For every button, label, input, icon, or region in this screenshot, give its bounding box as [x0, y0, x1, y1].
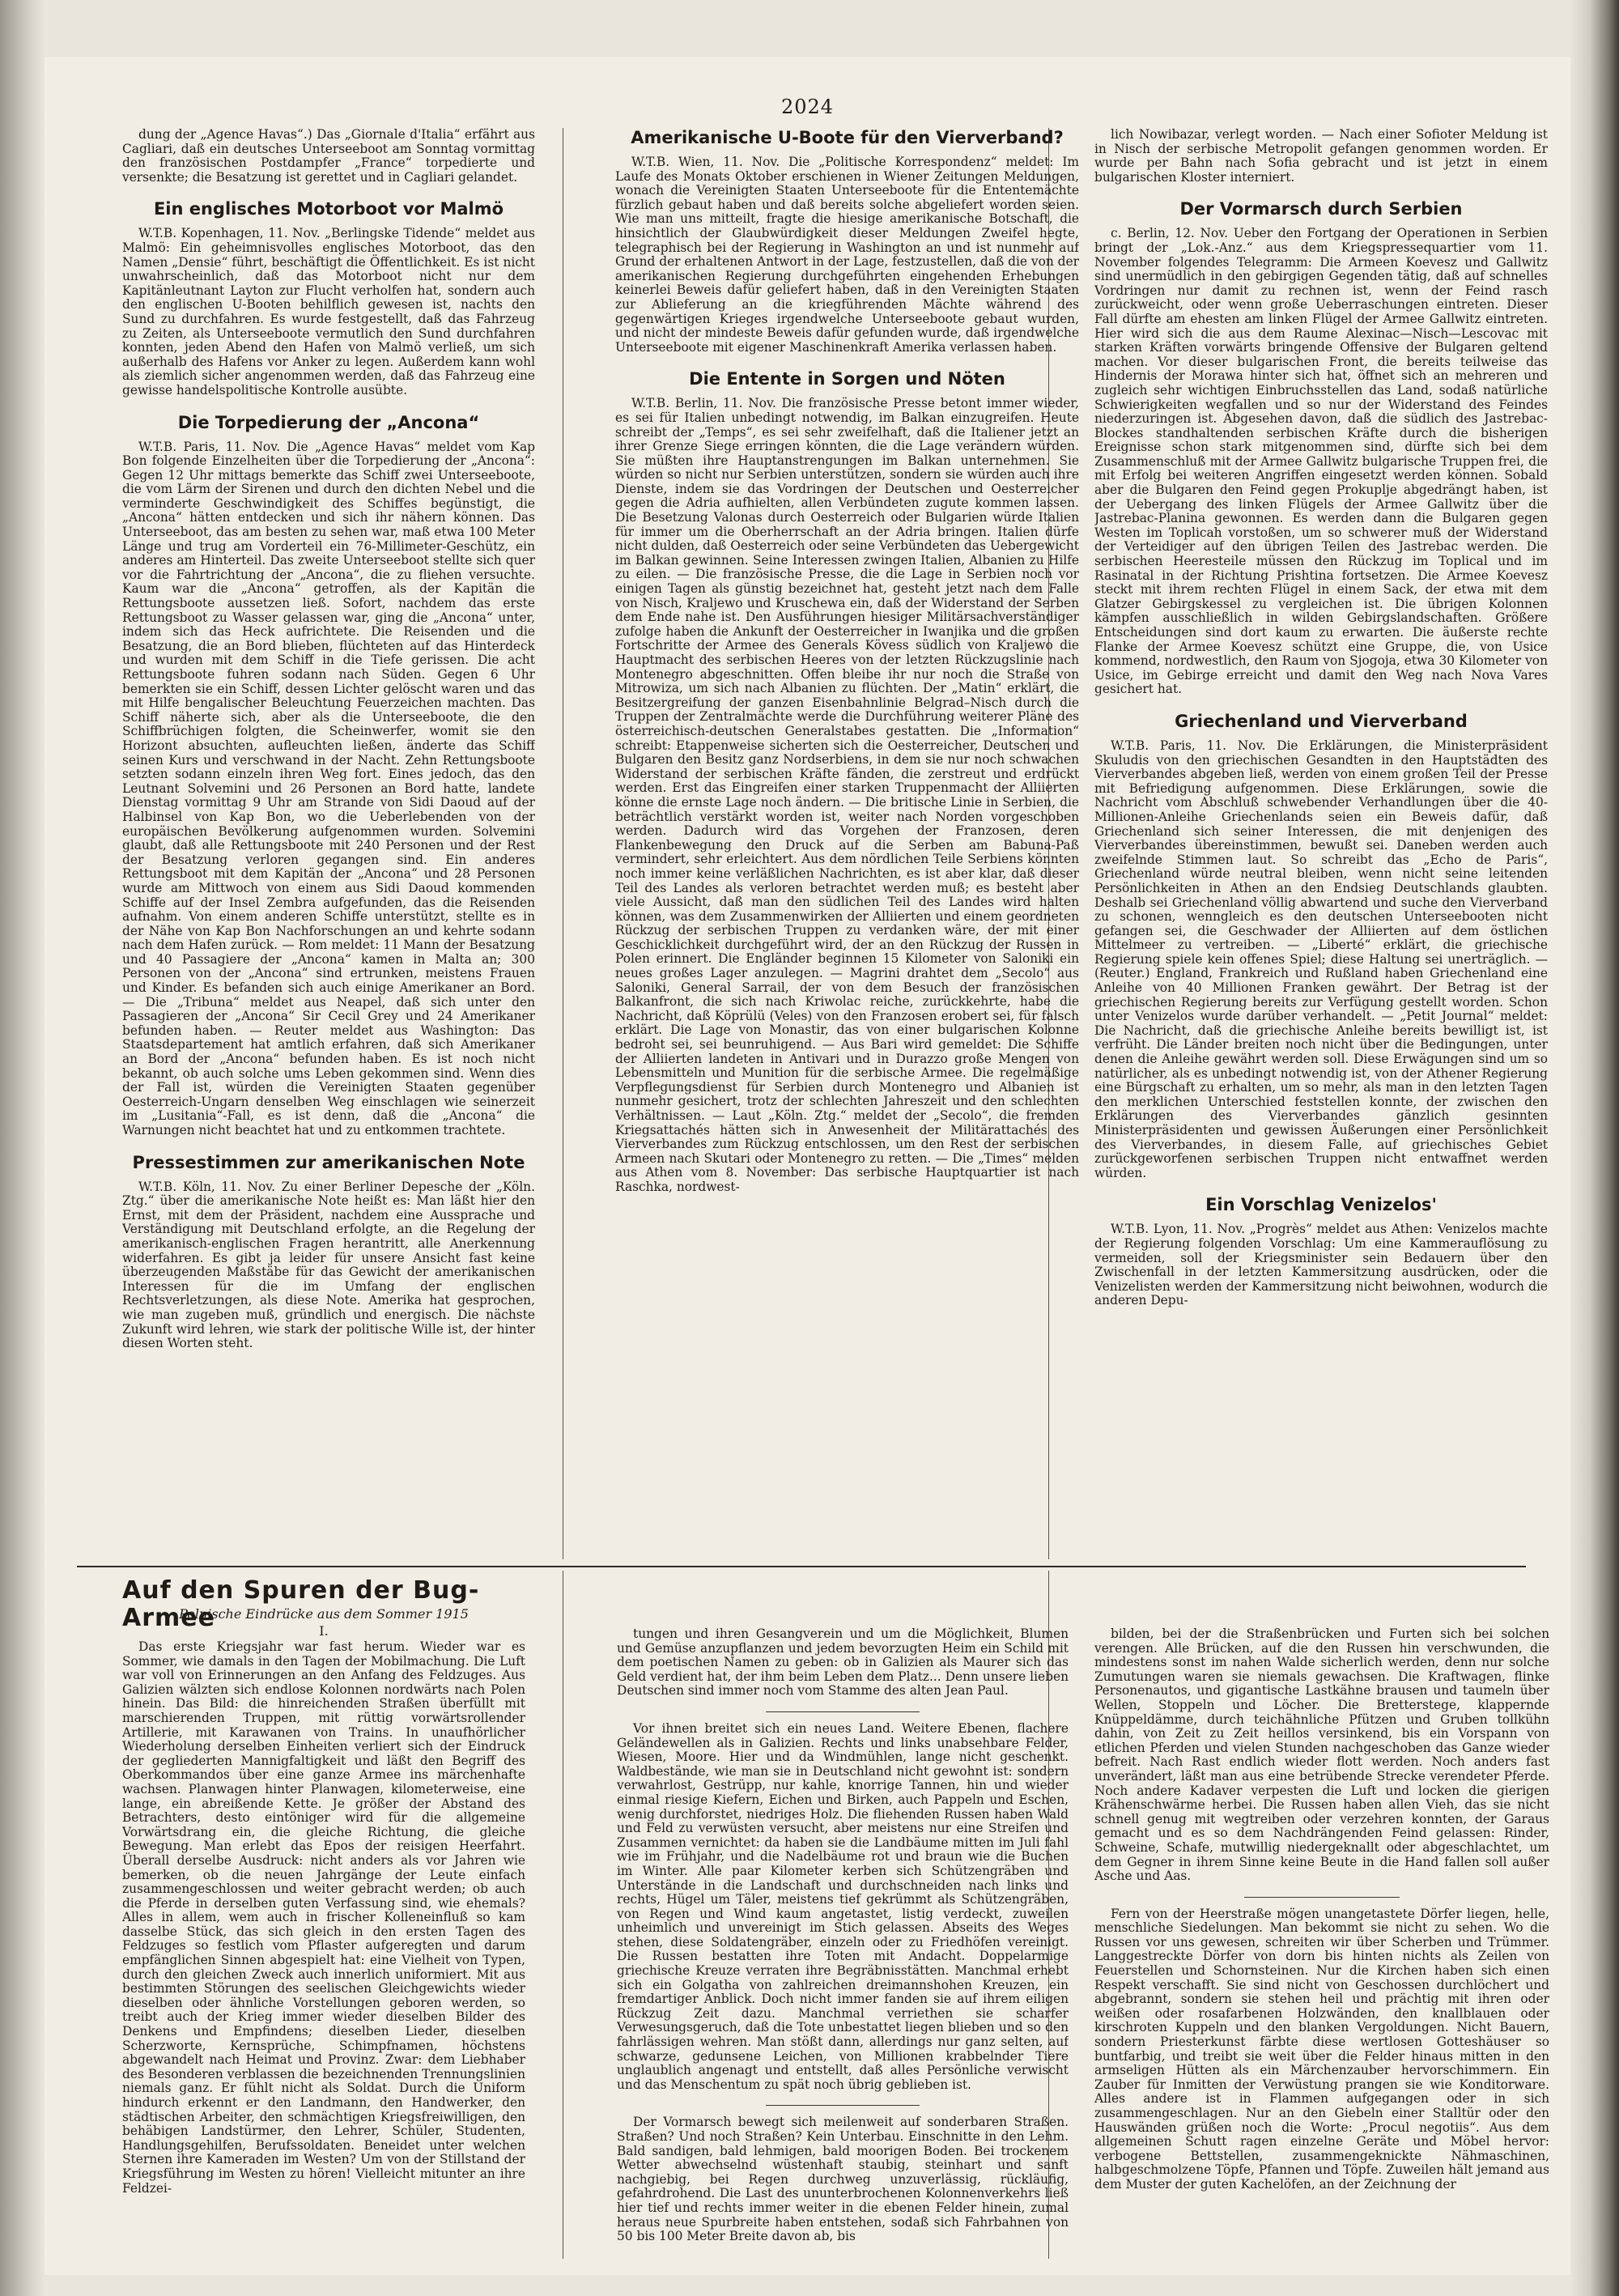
feuilleton-text-4: Der Vormarsch bewegt sich meilenweit auf sonderbaren Straßen. Straßen? Und noch Straßen? Kein Unterbau. Einschnitte in den Lehm. Bald sandigen, bald lehmigen, bald moorigen Boden. Bei trockenem Wetter abwechselnd wüstenhaft staubig, steinhart und sanft nachgiebig, bei Regen durchweg unzuverlässig, rückläufig, gefahrdrohend. Die Last des ununterbrochenen Kolonnenverkehrs ließ hier tief und rechts immer weiter in die ebenen Felder hinein, zumal heraus neue Spurbreite haben entstehen, sodaß sich Fahrbahnen von 50 bis 100 Meter Breite davon ab, bis: [617, 2115, 1069, 2244]
feuilleton-title: Auf den Spuren der Bug-Armee: [122, 1576, 480, 1632]
feuilleton-column-3: [1094, 1627, 1549, 2259]
feuilleton-subtitle: Polnische Eindrücke aus dem Sommer 1915: [179, 1606, 469, 1622]
headline-griechenland: Griechenland und Vierverband: [1175, 711, 1468, 731]
headline-motorboot-malmoe: Ein englisches Motorboot vor Malmö: [153, 199, 504, 219]
article-u-boote-text: W.T.B. Wien, 11. Nov. Die „Politische Korrespondenz“ meldet: Im Laufe des Monats Oktober erschienen in Wiener Zeitungen Meldungen, wonach die Vereinigten Staaten Unterseeboote für die Ententemächte fürzlich gebaut haben und daß bereits solche abgeliefert worden seien. Wie man uns mitteilt, fragte die hiesige amerikanische Botschaft, die hinsichtlich der Glaubwürdigkeit dieser Meldungen Zweifel hegte, telegraphisch bei der Regierung in Washington an und ist nunmehr auf Grund der erhaltenen Antwort in der Lage, festzustellen, daß die von der amerikanischen Regierung durchgeführten eingehenden Erhebungen keinerlei Beweis dafür geliefert haben, daß in den Vereinigten Staaten zur Ablieferung an die kriegführenden Mächte während des gegenwärtigen Krieges irgendwelche Unterseeboote gebaut wurden, und nicht der mindeste Beweis dafür gefunden wurde, daß irgendwelche Unterseeboote mit eigener Maschinenkraft Amerika verlassen haben.: [615, 155, 1079, 355]
column-1: [122, 128, 535, 1559]
article-continuation-text: lich Nowibazar, verlegt worden. — Nach einer Sofioter Meldung ist in Nisch der serbische Metropolit gefangen genommen worden. Er wurde per Bahn nach Sofia gebracht und ist jetzt in einem bulgarischen Kloster interniert.: [1094, 128, 1548, 185]
article-venizelos-text: W.T.B. Lyon, 11. Nov. „Progrès“ meldet aus Athen: Venizelos machte der Regierung folgenden Vorschlag: Um eine Kammerauflösung zu vermeiden, soll der Kriegsminister sein Bedauern über den Zwischenfall in der letzten Kammersitzung ausdrücken, oder die Venizelisten werden der Kammersitzung nicht beiwohnen, wodurch die anderen Depu-: [1094, 1222, 1548, 1308]
column-3: [1094, 128, 1548, 1559]
headline-vormarsch-serbien: Der Vormarsch durch Serbien: [1179, 199, 1463, 219]
headline-pressestimmen: Pressestimmen zur amerikanischen Note: [132, 1152, 525, 1172]
article-vormarsch-text: c. Berlin, 12. Nov. Ueber den Fortgang der Operationen in Serbien bringt der „Lok.-Anz.“ aus dem Kriegspressequartier vom 11. November folgendes Telegramm: Die Armeen Koevesz und Gallwitz sind unermüdlich in den gebirgigen Gegenden tätig, daß auf schnelles Vordringen nur damit zu rechnen ist, wenn der Feind rasch zurückweicht, oder wenn große Ueberraschungen eintreten. Dieser Fall dürfte am ehesten am linken Flügel der Armee Gallwitz eintreten. Hier wird sich die aus dem Raume Alexinac—Nisch—Lescovac mit starken Kräften vorwärts bringende Offensive der Bulgaren geltend machen. Vor dieser bulgarischen Front, die bereits teilweise das Hindernis der Morawa hinter sich hat, öffnet sich an mehreren und zugleich sehr wichtigen Einbruchsstellen das Land, sodaß natürliche Schwierigkeiten wegfallen und so nur der Widerstand des Feindes niederzuringen ist. Abgesehen davon, daß die südlich des Jastrebac-Blockes standhaltenden serbischen Kräfte durch die bisherigen Ereignisse schon stark mitgenommen sind, dürfte sich bei dem Zusammenschluß mit der Armee Gallwitz bulgarische Truppen frei, die mit Erfolg bei weiteren Angriffen eingesetzt werden können. Sobald aber die Bulgaren den Feind gegen Prokuplje abgedrängt haben, ist der Uebergang des linken Flügels der Armee Gallwitz über die Jastrebac-Planina gewonnen. Es werden dann die Bulgaren gegen Westen im Toplicah vorstoßen, um so schwerer muß der Widerstand der Verteidiger auf den übrigen Teilen des Jastrebac werden. Die serbischen Heeresteile müssen den Rückzug im Toplical und im Rasinatal in der Richtung Prishtina fortsetzen. Die Armee Koevesz steckt mit ihrem rechten Flügel in einem Sack, der etwa mit dem Glatzer Gebirgskessel zu vergleichen ist. Die übrigen Kolonnen kämpfen ausschließlich in wilden Gebirgslandschaften. Größere Entscheidungen sind dort kaum zu erwarten. Die äußerste rechte Flanke der Armee Koevesz schützt eine Gruppe, die, von Usice kommend, nordwestlich, den Raum von Sjogoja, etwa 30 Kilometer von Usice, im Gebirge erreicht und damit den Weg nach Nova Vares gesichert hat.: [1094, 226, 1548, 697]
headline-vorschlag-venizelos: Ein Vorschlag Venizelos': [1205, 1195, 1437, 1215]
feuilleton-column-2: [617, 1627, 1069, 2259]
scan-right-edge: [1570, 0, 1619, 2296]
headline-amerikanische-u-boote: Amerikanische U-Boote für den Vierverband?: [631, 128, 1064, 147]
feuilleton-separator-line: [77, 1566, 1526, 1567]
article-pressestimmen-text: W.T.B. Köln, 11. Nov. Zu einer Berliner Depesche der „Köln. Ztg.“ über die amerikanische Note heißt es: Man läßt hier den Ernst, mit dem der Präsident, nachdem eine Aussprache und Verständigung mit Deutschland erfolgte, an die Regelung der amerikanisch-englischen Fragen herantritt, alle Anerkennung widerfahren. Es gibt ja leider für unsere Ansicht fast keine überzeugenden Maßstäbe für das Gewicht der amerikanischen Interessen für die im Umfang der englischen Rechtsverletzungen, als diese Note. Amerika hat gesprochen, wie man zugeben muß, gründlich und energisch. Die nächste Zukunft wird lehren, wie stark der politische Wille ist, der hinter diesen Worten steht.: [122, 1179, 535, 1351]
article-motorboot-text: W.T.B. Kopenhagen, 11. Nov. „Berlingske Tidende“ meldet aus Malmö: Ein geheimnisvolles englisches Motorboot, das den Namen „Densie“ führt, beschäftigt die Öffentlichkeit. Es ist nicht unwahrscheinlich, daß das Motorboot nicht nur dem Kapitänleutnant Layton zur Flucht verholfen hat, sondern auch den englischen U-Booten behilflich gewesen ist, nachts den Sund zu durchfahren. Es wurde festgestellt, daß das Fahrzeug zu Zeiten, als Unterseeboote vermutlich den Sund durchfahren konnten, jeden Abend den Hafen von Malmö verließ, um sich außerhalb des Hafens vor Anker zu legen. Außerdem kann wohl als ziemlich sicher angenommen werden, daß das Fahrzeug eine gewisse handelspolitische Kontrolle ausübte.: [122, 226, 535, 398]
feuilleton-text-5: bilden, bei der die Straßenbrücken und Furten sich bei solchen verengen. Alle Brücken, auf die den Russen hin verschwunden, die mindestens sonst im nahen Walde sicherlich werden, denn nur solche Zumutungen waren sie niemals gewachsen. Die Kraftwagen, flinke Personenautos, und gigantische Lastkähne brausen und taumeln über Wellen, Stoppeln und Löcher. Die Bretterstege, klappernde Knüppeldämme, durch teichähnliche Pfützen und Gruben tollkühn dahin, von Zeit zu Zeit heillos versinkend, bis ein Vorspann von etlichen Pferden und vielen Stunden nachgeschoben das Ganze wieder befreit. Nach Rast endlich wieder flott werden. Noch anders fast unverändert, läßt man aus eine betrübende Strecke verendeter Pferde. Noch andere Kadaver verpesten die Luft und locken die gierigen Krähenschwärme herbei. Die Russen haben allen Vieh, das sie nicht schnell genug mit wegtreiben oder verzehren konnten, der Garaus gemacht und es so dem Nachdrängenden Feind gelassen: Rinder, Schweine, Schafe, mutwillig niedergeknallt oder abgeschlachtet, um dem Gegner in ihrem Sinne keine Beute in die Hand fallen soll außer Asche und Aas.: [1094, 1627, 1549, 1884]
column-2: [615, 128, 1079, 1559]
feuilleton-part-number: I.: [319, 1623, 329, 1639]
feuilleton-section-divider: [766, 2105, 920, 2106]
feuilleton-column-1: [122, 1640, 525, 2259]
feuilleton-text-1: Das erste Kriegsjahr war fast herum. Wieder war es Sommer, wie damals in den Tagen der Mobilmachung. Die Luft war voll von Erinnerungen an den Anfang des Feldzuges. Aus Galizien wälzten sich endlose Kolonnen nordwärts nach Polen hinein. Das Bild: die hinreichenden Straßen überfüllt mit marschierenden Truppen, mit rüttig vorwärtsrollender Artillerie, mit Karawanen von Trains. In unaufhörlicher Wiederholung derselben Einheiten verliert sich der Eindruck der gegliederten Mannigfaltigkeit und läßt den Begriff des Oberkommandos über eine ganze Armee ins märchenhafte wachsen. Planwagen hinter Planwagen, kilometerweise, eine lange, ein abreißende Kette. Je größer der Abstand des Betrachters, desto eintöniger wird für die allgemeine Vorwärtsdrang ein, die gleiche Richtung, die gleiche Bewegung. Man erlebt das Epos der reisigen Heerfahrt. Überall derselbe Ausdruck: nicht anders als vor Jahren wie bemerken, ob die neuen Jahrgänge der Leute einfach zusammengeschlossen und weiter gebracht werden; ob auch die Pferde in derselben guten Verfassung sind, wie ehemals? Alles in allem, wem auch in frischer Kolleneinfluß so kam dasselbe Stück, das sich gleich in den ersten Tagen des Feldzuges so festlich vom Pflaster aufgeregten und darum empfänglichen Sinnen abgespielt hat: eine Vielheit von Typen, durch den gleichen Zweck auch innerlich uniformiert. Mit aus bestimmten Störungen des seelischen Gleichgewichts wieder dieselben oder ähnliche Vorstellungen geboren werden, so treibt auch der Krieg immer wieder dieselben Bilder des Denkens und Empfindens; dieselben Lieder, dieselben Scherzworte, Kernsprüche, Schimpfnamen, höchstens abgewandelt nach Heimat und Provinz. Zwar: dem Liebhaber des Besonderen verblassen die bezeichnenden Trennungslinien niemals ganz. Er fühlt nicht als Soldat. Durch die Uniform hindurch erkennt er den Landmann, den Handwerker, den städtischen Arbeiter, den schmächtigen Kriegsfreiwilligen, den behäbigen Landstürmer, den Lehrer, Schüler, Studenten, Handlungsgehilfen, Berufssoldaten. Beneidet unter welchen Sternen ihre Kameraden im Westen? Um von der Stillstand der Kriegsführung im Westen zu hören! Vielleicht mitunter an ihre Feldzei-: [122, 1640, 525, 2196]
article-griechenland-text: W.T.B. Paris, 11. Nov. Die Erklärungen, die Ministerpräsident Skuludis von den griechischen Gesandten in den Hauptstädten des Vierverbandes abgeben ließ, werden von einem großen Teil der Presse mit Befriedigung aufgenommen. Diese Erklärungen, sowie die Nachricht vom Abschluß schwebender Verhandlungen über die 40-Millionen-Anleihe Griechenlands seien ein Beweis dafür, daß Griechenland sich seiner Interessen, die mit denjenigen des Vierverbandes übereinstimmen, bewußt sei. Daneben werden auch zweifelnde Stimmen laut. So schreibt das „Echo de Paris“, Griechenland würde neutral bleiben, wenn nicht seine leitenden Persönlichkeiten in Athen an den Endsieg Deutschlands glaubten. Deshalb sei Griechenland völlig abwartend und suche den Vierverband zu schonen, wenngleich es den deutschen Unterseebooten nicht gefangen sei, die Geschwader der Alliierten auf dem östlichen Mittelmeer zu vertreiben. — „Liberté“ erklärt, die griechische Regierung spiele kein offenes Spiel; diese Haltung sei unerträglich. — (Reuter.) England, Frankreich und Rußland haben Griechenland eine Anleihe von 40 Millionen Franken gewährt. Der Betrag ist der griechischen Regierung bereits zur Verfügung gestellt worden. Schon unter Venizelos wurde darüber verhandelt. — „Petit Journal“ meldet: Die Nachricht, daß die griechische Anleihe bereits bewilligt ist, ist verfrüht. Die Länder breiten noch nicht über die Bedingungen, unter denen die Anleihe gewährt werden soll. Diese Erwägungen sind um so natürlicher, als es unbedingt notwendig ist, von der Athener Regierung eine Bürgschaft zu erhalten, um so mehr, als man in den letzten Tagen den merklichen Unterschied feststellen konnte, der zwischen den Erklärungen des Vierverbandes gänzlich gesinnten Ministerpräsidenten und gewissen Äußerungen einer Persönlichkeit des Vierverbandes, in diesem Falle, auf griechisches Gebiet zurückgeworfenen serbischen Truppen nicht entwaffnet werden würden.: [1094, 738, 1548, 1180]
feuilleton-text-6: Fern von der Heerstraße mögen unangetastete Dörfer liegen, helle, menschliche Siedelungen. Man bekommt sie nicht zu sehen. Wo die Russen vor uns gewesen, schreiten wir über Scherben und Trümmer. Langgestreckte Dörfer von dorn bis hinten nichts als Zeilen von Feuerstellen und Schornsteinen. Nur die Kirchen haben sich einen Respekt verschafft. Sie sind nicht von Geschossen durchlöchert und abgebrannt, sondern sie stehen heil und prächtig mit ihren oder weißen oder rosafarbenen Holzwänden, den knallblauen oder kirschroten Kuppeln und den blanken Vergoldungen. Nicht Bauern, sondern Priesterkunst färbte diese wertlosen Gotteshäuser so buntfarbig, und treibt sie weit über die Felder hinaus mitten in den armseligen Hütten als ein Märchenzauber hervorschimmern. Ein Zauber für Inmitten der Verwüstung prangen sie wie Konditorware. Alles andere ist in Flammen aufgegangen oder in sich zusammengeschlagen. Nur an den Giebeln einer Stalltür oder den Hauswänden grüßen noch die Worte: „Procul negotiis“. Aus dem allgemeinen Schutt ragen einzelne Geräte und Möbel hervor: verbogene Bettstellen, zusammengeknickte Nähmaschinen, halbgeschmolzene Töpfe, Pfannen und Töpfe. Zuweilen hält jemand aus dem Muster der guten Kachelöfen, an der Zeichnung der: [1094, 1906, 1549, 2192]
feuilleton-text-3: Vor ihnen breitet sich ein neues Land. Weitere Ebenen, flachere Geländewellen als in Galizien. Rechts und links unabsehbare Felder, Wiesen, Moore. Hier und da Windmühlen, lange nicht geschenkt. Waldbestände, wie man sie in Deutschland nicht gewohnt ist: sondern verwahrlost, Gestrüpp, nur kahle, knorrige Tannen, hin und wieder einmal riesige Kiefern, Eichen und Birken, auch Pappeln und Eschen, wenig durchforstet, niedriges Holz. Die fliehenden Russen haben Wald und Feld zu verwüsten versucht, aber meistens nur eine Streifen und Zusammen vernichtet: da haben sie die Landbäume mitten im Juli fahl wie im Frühjahr, und die Nadelbäume rot und braun wie die Buchen im Winter. Alle paar Kilometer kerben sich Schützengräben und Unterstände in die Landschaft und durchschneiden nach links und rechts, Hügel um Täler, meistens tief gekrümmt als Schützengräben, von Regen und Wind kaum angetastet, listig verdeckt, zuweilen unheimlich und unvereinigt im Stich gelassen. Abseits des Weges stehen, diese Soldatengräber, einzeln oder zu Friedhöfen vereinigt. Die Russen bestatten ihre Toten mit Andacht. Doppelarmige griechische Kreuze verraten ihre Begräbnisstätten. Manchmal erhebt sich ein Golgatha von zahlreichen dreimannshohen Kreuzen, ein fremdartiger Anblick. Doch nicht immer fanden sie auf ihrem eiligen Rückzug Zeit dazu. Manchmal verriethen sie scharfer Verwesungsgeruch, daß die Tote unbestattet liegen blieben und so den fahrlässigen wehren. Man stößt dann, allerdings nur ganz selten, auf schwarze, gedunsene Leichen, von Millionen krabbelnder Tiere unglaublich angenagt und entstellt, daß alles Persönliche verwischt und das Menschentum zu spät noch übrig geblieben ist.: [617, 1720, 1069, 2092]
newspaper-page: [45, 57, 1570, 2275]
feuilleton-section-divider: [1244, 1897, 1399, 1898]
page-number: 2024: [780, 96, 835, 118]
feuilleton-text-2: tungen und ihren Gesangverein und um die Möglichkeit, Blumen und Gemüse anzupflanzen und jedem bevorzugten Heim ein Schild mit dem poetischen Namen zu geben: ob in Galizien als Maurer sich das Geld verdient hat, der ihm beim Leben dem Platz... Denn unsere lieben Deutschen sind immer noch vom Stamme des alten Jean Paul.: [617, 1627, 1069, 1699]
scan-left-edge: [0, 0, 45, 2296]
feuilleton-section-divider: [766, 1711, 920, 1712]
article-ancona-text: W.T.B. Paris, 11. Nov. Die „Agence Havas“ meldet vom Kap Bon folgende Einzelheiten über die Torpedierung der „Ancona“: Gegen 12 Uhr mittags bemerkte das Schiff zwei Unterseeboote, die vom Lärm der Sirenen und durch den dichten Nebel und die verminderte Geschwindigkeit des Schiffes begünstigt, die „Ancona“ hätten entdecken und sich ihr nähern können. Das Unterseeboot, das am besten zu sehen war, maß etwa 100 Meter Länge und trug am Vorderteil ein 76-Millimeter-Geschütz, ein anderes am Hinterteil. Das zweite Unterseeboot stellte sich quer vor die Fahrtrichtung der „Ancona“, die zu fliehen versuchte. Kaum war die „Ancona“ getroffen, als der Kapitän die Rettungsboote aussetzen ließ. Sofort, nachdem das erste Rettungsboot zu Wasser gelassen war, ging die „Ancona“ unter, indem sich das Heck aufrichtete. Die Reisenden und die Besatzung, die an Bord blieben, flüchteten auf das Hinterdeck und wurden mit dem Schiff in die Tiefe gerissen. Die acht Rettungsboote fuhren sodann nach Süden. Gegen 6 Uhr bemerkten sie ein Schiff, dessen Lichter gelöscht waren und das mit Hilfe bengalischer Beleuchtung Feuerzeichen machten. Das Schiff näherte sich, aber als die Unterseeboote, die den Schiffbrüchigen folgten, die Scheinwerfer, womit sie den Horizont absuchten, aufleuchten ließen, änderte das Schiff seinen Kurs und verschwand in der Nacht. Zehn Rettungsboote setzten sodann einzeln ihren Weg fort. Eines jedoch, das den Leutnant Solvemini und 26 Personen an Bord hatte, landete Dienstag vormittag 9 Uhr am Strande von Sidi Daoud auf der Halbinsel von Kap Bon, wo die Ueberlebenden von der europäischen Bevölkerung aufgenommen wurden. Solvemini glaubt, daß alle Rettungsboote mit 240 Personen und der Rest der Besatzung verloren gegangen sind. Ein anderes Rettungsboot mit dem Kapitän der „Ancona“ und 28 Personen wurde am Mittwoch von einem aus Sidi Daoud kommenden Schiffe auf der Insel Zembra aufgefunden, das die Reisenden aufnahm. Von einem anderen Schiffe unterstützt, stellte es in der Nähe von Kap Bon Nachforschungen an und kehrte sodann nach dem Hafen zurück. — Rom meldet: 11 Mann der Besatzung und 40 Passagiere der „Ancona“ kamen in Malta an; 300 Personen von der „Ancona“ sind ertrunken, meistens Frauen und Kinder. Es befanden sich auch einige Amerikaner an Bord. — Die „Tribuna“ meldet aus Neapel, daß sich unter den Passagieren der „Ancona“ Sir Cecil Grey und 24 Amerikaner befunden haben. — Reuter meldet aus Washington: Das Staatsdepartement hat amtlich erfahren, daß sich Amerikaner an Bord der „Ancona“ befunden haben. Es ist noch nicht bekannt, ob auch solche ums Leben gekommen sind. Wenn dies der Fall ist, würden die Vereinigten Staaten gegenüber Oesterreich-Ungarn denselben Weg einschlagen wie seinerzeit im „Lusitania“-Fall, es ist denn, daß die „Ancona“ die Warnungen nicht beachtet hat und zu entkommen trachtete.: [122, 439, 535, 1137]
article-intro-text: dung der „Agence Havas“.) Das „Giornale d'Italia“ erfährt aus Cagliari, daß ein deutsches Unterseeboot am Sonntag vormittag den französischen Postdampfer „France“ torpedierte und versenkte; die Besatzung ist gerettet und in Cagliari gelandet.: [122, 128, 535, 185]
headline-entente-sorgen: Die Entente in Sorgen und Nöten: [689, 369, 1005, 389]
article-entente-text: W.T.B. Berlin, 11. Nov. Die französische Presse betont immer wieder, es sei für Italien unbedingt notwendig, im Balkan einzugreifen. Heute schreibt der „Temps“, es sei sehr zweifelhaft, daß die Italiener jetzt an ihrer Grenze Siege erringen könnten, die die Lage verändern würden. Sie müßten ihre Hauptanstrengungen im Balkan unternehmen. Sie würden so nicht nur Serbien unterstützen, sondern sie würden auch ihre Dienste, indem sie das Vordringen der Deutschen und Oesterreicher gegen die Adria aufhielten, allen Verbündeten zugute kommen lassen. Die Besetzung Valonas durch Oesterreich oder Bulgarien würde Italien für immer um die Oberherrschaft an der Adria bringen. Italien dürfe nicht dulden, daß Oesterreich oder seine Verbündeten das Uebergewicht im Balkan gewinnen. Seine Interessen zwingen Italien, Albanien zu Hilfe zu eilen. — Die französische Presse, die die Lage in Serbien noch vor einigen Tagen als günstig bezeichnet hat, gesteht jetzt nach dem Falle von Nisch, Kraljewo und Kruschewa ein, daß der Widerstand der Serben dem Ende nahe ist. Den Ausführungen hiesiger Militärsachverständiger zufolge haben die Ankunft der Oesterreicher in Iwanjika und die großen Fortschritte der Armee des Generals Kövess südlich von Kraljewo die Hauptmacht des serbischen Heeres von der letzten Rückzugslinie nach Montenegro abgeschnitten. Offen bleibe ihr nur noch die Straße von Mitrowiza, um sich nach Albanien zu flüchten. Der „Matin“ erklärt, die Besitzergreifung der ganzen Eisenbahnlinie Belgrad–Nisch durch die Truppen der Zentralmächte werde die Durchführung weiterer Pläne des österreichisch-deutschen Generalstabes gestatten. Die „Information“ schreibt: Etappenweise sicherten sich die Oesterreicher, Deutschen und Bulgaren den Besitz ganz Nordserbiens, in dem sie nur noch schwachen Widerstand der serbischen Kräfte fänden, die zerstreut und erdrückt werden. Erst das Eingreifen einer starken Truppenmacht der Alliierten könne die ernste Lage noch ändern. — Die britische Linie in Serbien, die beträchtlich verstärkt worden ist, weiter nach Norden vorgeschoben werden. Dadurch wird das Vorgehen der Franzosen, deren Flankenbewegung den Druck auf die Serben am Babuna-Paß vermindert, sehr erleichtert. Aus dem nördlichen Teile Serbiens könnten noch immer keine verläßlichen Nachrichten, es ist aber klar, daß dieser Teil des Landes als verloren betrachtet werden muß; es besteht aber viele Aussicht, daß man den südlichen Teil des Landes wird halten können, was dem Zusammenwirken der Alliierten und einem geordneten Rückzug der serbischen Truppen zu verdanken wäre, der mit einer Geschicklichkeit durchgeführt wird, der an den Rückzug der Russen in Polen erinnert. Die Engländer beginnen 15 Kilometer von Saloniki ein neues großes Lager anzulegen. — Magrini drahtet dem „Secolo“ aus Saloniki, General Sarrail, der von dem Besuch der französischen Balkanfront, die sich nach Kriwolac reiche, zurückkehrte, habe die Nachricht, daß Köprülü (Veles) von den Franzosen erobert sei, für falsch erklärt. Die Lage von Monastir, das von einer bulgarischen Kolonne bedroht sei, sei beunruhigend. — Aus Bari wird gemeldet: Die Schiffe der Alliierten landeten in Antivari und in Durazzo große Mengen von Lebensmitteln und Munition für die serbische Armee. Die regelmäßige Verpflegungsdienst für Serbien durch Montenegro und Albanien ist nunmehr gesichert, trotz der schlechten Jahreszeit und den schlechten Verhältnissen. — Laut „Köln. Ztg.“ meldet der „Secolo“, die fremden Kriegsattachés hätten sich in Anwesenheit der Militärattachés des Vierverbandes zum Rückzug entschlossen, um den Rest der serbischen Armeen nach Skutari oder Montenegro zu retten. — Die „Times“ melden aus Athen vom 8. November: Das serbische Hauptquartier ist nach Raschka, nordwest-: [615, 396, 1079, 1194]
headline-torpedierung-ancona: Die Torpedierung der „Ancona“: [177, 412, 480, 432]
